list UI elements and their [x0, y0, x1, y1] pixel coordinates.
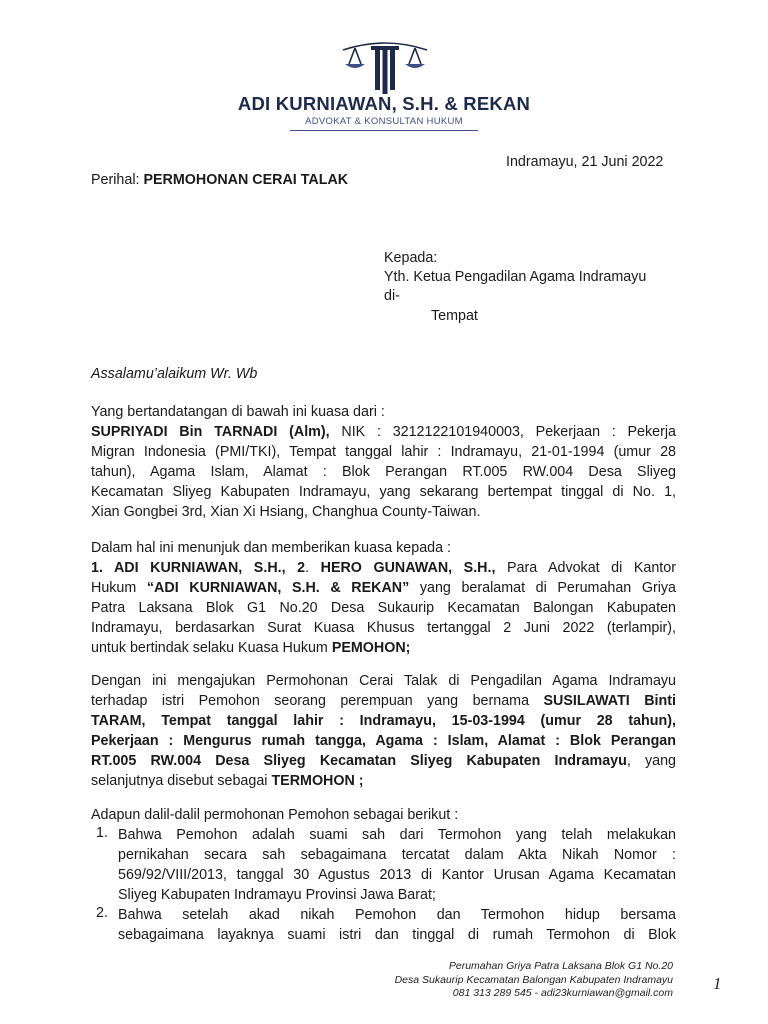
- firm-name: ADI KURNIAWAN, S.H. & REKAN: [237, 93, 531, 114]
- footer-line: Perumahan Griya Patra Laksana Blok G1 No.20: [448, 960, 673, 972]
- list-number: 2.: [96, 905, 108, 921]
- attorneys-line: Patra Laksana Blok G1 No.20 Desa Sukaurip Kecamatan Balongan Kabupaten: [91, 600, 676, 616]
- principal-name: SUPRIYADI Bin TARNADI (Alm),: [91, 424, 330, 440]
- list-line: Sliyeg Kabupaten Indramayu Provinsi Jawa Barat;: [118, 887, 436, 903]
- list-item-text: [118, 905, 676, 945]
- respondent-text: terhadap istri Pemohon seorang perempuan yang bernama: [91, 693, 544, 709]
- attorney-name-1: 1. ADI KURNIAWAN, S.H., 2: [91, 560, 306, 576]
- firm-name-inline: “ADI KURNIAWAN, S.H. & REKAN”: [146, 580, 410, 596]
- list-line: Bahwa Pemohon adalah suami sah dari Termohon yang telah melakukan: [118, 827, 676, 843]
- subject-label: Perihal:: [91, 172, 140, 188]
- principal-line: tahun), Agama Islam, Alamat : Blok Perangan RT.005 RW.004 Desa Sliyeg: [91, 464, 676, 480]
- attorney-name-2: HERO GUNAWAN, S.H.,: [320, 560, 496, 576]
- principal-line: [91, 422, 676, 442]
- attorneys-text: .: [305, 560, 321, 576]
- respondent-line: [91, 751, 676, 771]
- paragraph-respondent: [91, 671, 676, 791]
- attorneys-text: Hukum: [91, 580, 147, 596]
- pemohon-label: PEMOHON;: [331, 640, 411, 656]
- paragraph-attorneys: [91, 538, 676, 658]
- principal-line: Xian Gongbei 3rd, Xian Xi Hsiang, Changhua County-Taiwan.: [91, 504, 481, 520]
- principal-intro: Yang bertandatangan di bawah ini kuasa dari :: [91, 404, 385, 420]
- greeting: Assalamu’alaikum Wr. Wb: [91, 366, 258, 382]
- addressee-di: di-: [384, 288, 400, 304]
- list-line: pernikahan secara sah sebagaimana tercatat dalam Akta Nikah Nomor :: [118, 847, 676, 863]
- respondent-line: [91, 691, 676, 711]
- list-line: sebagaimana layaknya suami istri dan tinggal di rumah Termohon di Blok: [118, 927, 676, 943]
- addressee-kepada: Kepada:: [384, 250, 438, 266]
- footer-line: Desa Sukaurip Kecamatan Balongan Kabupaten Indramayu: [394, 973, 673, 986]
- attorneys-line: [91, 638, 676, 658]
- respondent-name: SUSILAWATI Binti: [543, 693, 676, 709]
- attorneys-text: untuk bertindak selaku Kuasa Hukum: [91, 640, 332, 656]
- respondent-line: TARAM, Tempat tanggal lahir : Indramayu, 15-03-1994 (umur 28 tahun),: [91, 713, 676, 729]
- page-number: 1: [713, 974, 722, 993]
- termohon-label: TERMOHON ;: [271, 773, 364, 789]
- respondent-address: RT.005 RW.004 Desa Sliyeg Kecamatan Sliyeg Kabupaten Indramayu: [91, 753, 627, 769]
- list-item-text: [118, 825, 676, 905]
- list-line: Bahwa setelah akad nikah Pemohon dan Termohon hidup bersama: [118, 907, 676, 923]
- principal-line: Migran Indonesia (PMI/TKI), Tempat tanggal lahir : Indramayu, 21-01-1994 (umur 28: [91, 444, 676, 460]
- list-item: [96, 825, 676, 905]
- list-number: 1.: [96, 825, 108, 841]
- paragraph-principal: [91, 402, 676, 522]
- arguments-intro: Adapun dalil-dalil permohonan Pemohon sebagai berikut :: [91, 807, 459, 823]
- footer-address: [395, 960, 673, 1001]
- respondent-line: Dengan ini mengajukan Permohonan Cerai Talak di Pengadilan Agama Indramayu: [91, 673, 676, 689]
- respondent-text: , yang: [626, 753, 676, 769]
- attorneys-line: Indramayu, berdasarkan Surat Kuasa Khusus tertanggal 2 Juni 2022 (terlampir),: [91, 620, 676, 636]
- attorneys-intro: Dalam hal ini menunjuk dan memberikan kuasa kepada :: [91, 540, 452, 556]
- subject-value: PERMOHONAN CERAI TALAK: [143, 172, 349, 188]
- respondent-line: [91, 771, 676, 791]
- respondent-line: Pekerjaan : Mengurus rumah tangga, Agama : Islam, Alamat : Blok Perangan: [91, 733, 676, 749]
- firm-subtitle: ADVOKAT & KONSULTAN HUKUM: [305, 116, 463, 127]
- place-date: Indramayu, 21 Juni 2022: [506, 154, 664, 170]
- letterhead-divider: [290, 130, 478, 131]
- arguments-list: [96, 825, 676, 945]
- respondent-text: selanjutnya disebut sebagai: [91, 773, 272, 789]
- principal-nik: NIK : 3212122101940003, Pekerjaan : Pekerja: [329, 424, 676, 440]
- attorneys-line: [91, 558, 676, 578]
- list-line: 569/92/VIII/2013, tanggal 30 Agustus 2013 di Kantor Urusan Agama Kecamatan: [118, 867, 676, 883]
- attorneys-line: [91, 578, 676, 598]
- list-item: [96, 905, 676, 945]
- footer-contact: 081 313 289 545 - adi23kurniawan@gmail.com: [452, 987, 673, 999]
- subject-line: [91, 170, 348, 190]
- attorneys-text: Para Advokat di Kantor: [495, 560, 676, 576]
- attorneys-text: yang beralamat di Perumahan Griya: [409, 580, 677, 596]
- addressee-place: Tempat: [431, 308, 478, 324]
- addressee-name: Yth. Ketua Pengadilan Agama Indramayu: [384, 269, 647, 285]
- principal-line: Kecamatan Sliyeg Kabupaten Indramayu, yang sekarang bertempat tinggal di No. 1,: [91, 484, 676, 500]
